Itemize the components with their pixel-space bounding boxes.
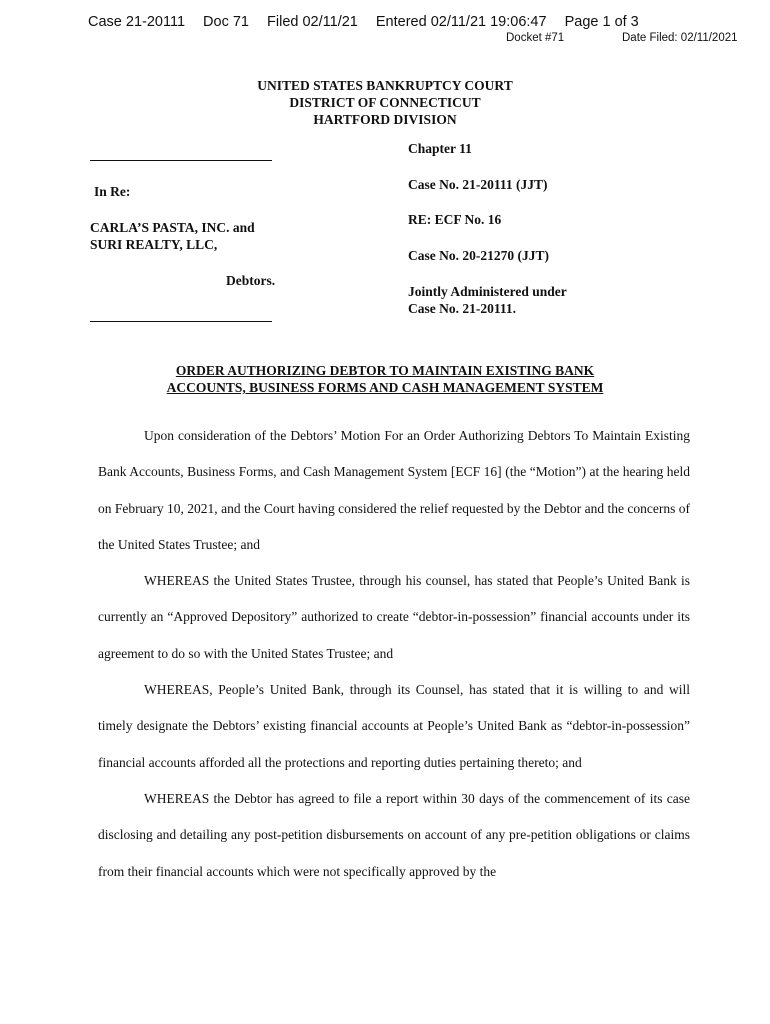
case-number-1: Case No. 21-20111 (JJT): [408, 177, 548, 192]
debtor-name-2: SURI REALTY, LLC,: [90, 237, 218, 252]
paragraph-4: WHEREAS the Debtor has agreed to file a report within 30 days of the commencement of its case disclosing and detailing any post-petition disbursements on account of any pre-petition obligations or claims from their financial accounts which were not specifically approved by the: [98, 790, 690, 879]
paragraph-3: WHEREAS, People’s United Bank, through its Counsel, has stated that it is willing to and will timely designate the Debtors’ existing financial accounts at People’s United Bank as “debtor-in-possession” financial accounts afforded all the protections and reporting duties pertaining thereto; and: [98, 682, 690, 770]
caption-rule-top: [90, 160, 272, 161]
jointly-administered-2: Case No. 21-20111.: [408, 301, 516, 316]
order-title: [0, 362, 770, 396]
header-case: Case 21-20111: [88, 14, 186, 30]
jointly-administered-1: Jointly Administered under: [408, 284, 567, 299]
case-number-2: Case No. 20-21270 (JJT): [408, 248, 549, 263]
court-line-3: HARTFORD DIVISION: [313, 112, 457, 127]
re-ecf: RE: ECF No. 16: [408, 212, 502, 227]
debtor-name-1: CARLA’S PASTA, INC. and: [90, 220, 255, 235]
paragraph-2: WHEREAS the United States Trustee, through his counsel, has stated that People’s United Bank is currently an “Approved Depository” authorized to create “debtor-in-possession” financial accounts under its agreement to do so with the United States Trustee; and: [98, 573, 690, 661]
court-heading: [0, 77, 770, 128]
header-page: Page 1 of 3: [564, 14, 639, 30]
debtors-label: Debtors.: [226, 273, 276, 288]
chapter-label: Chapter 11: [408, 141, 472, 156]
order-title-line-1: ORDER AUTHORIZING DEBTOR TO MAINTAIN EXISTING BANK: [175, 363, 595, 378]
paragraph-1: Upon consideration of the Debtors’ Motion For an Order Authorizing Debtors To Maintain Existing Bank Accounts, Business Forms, and Cash Management System [ECF 16] (the “Motion”) at the hearing held on February 10, 2021, and the Court having considered the relief requested by the Debtor and the concerns of the United States Trustee; and: [98, 428, 690, 552]
caption-rule-bottom: [90, 321, 272, 322]
header-filed: Filed 02/11/21: [267, 14, 358, 30]
header-entered: Entered 02/11/21 19:06:47: [375, 14, 547, 30]
order-title-line-2: ACCOUNTS, BUSINESS FORMS AND CASH MANAGEMENT SYSTEM: [166, 380, 604, 395]
order-body: [98, 418, 690, 890]
court-line-1: UNITED STATES BANKRUPTCY COURT: [257, 78, 513, 93]
header-doc: Doc 71: [203, 14, 249, 30]
in-re-label: In Re:: [94, 184, 131, 199]
ecf-header: [88, 14, 708, 30]
date-filed: Date Filed: 02/11/2021: [622, 32, 738, 44]
docket-number: Docket #71: [506, 32, 565, 44]
court-line-2: DISTRICT OF CONNECTICUT: [289, 95, 481, 110]
